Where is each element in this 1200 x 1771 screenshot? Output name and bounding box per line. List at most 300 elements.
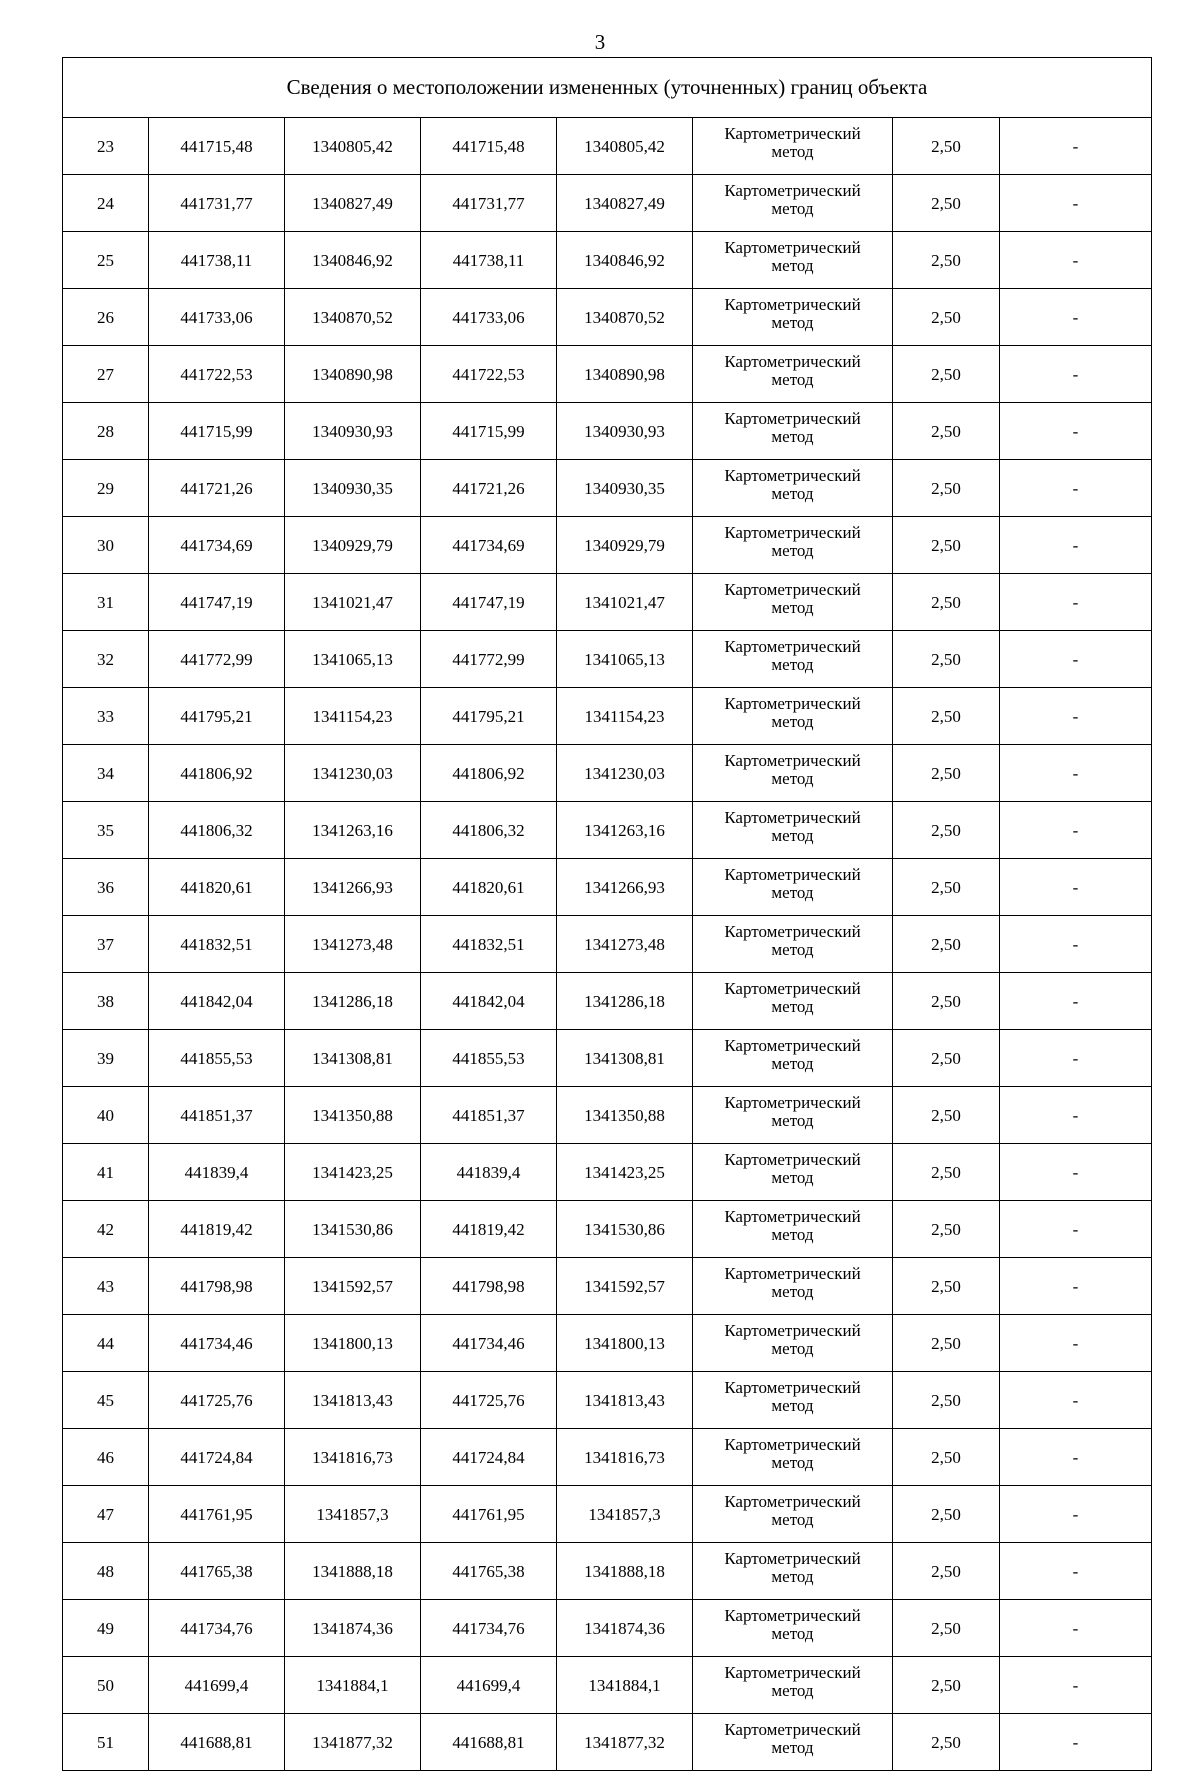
- existing-x-cell: 441725,76: [149, 1372, 285, 1429]
- updated-y-cell: 1341266,93: [557, 859, 693, 916]
- existing-x-cell: 441747,19: [149, 574, 285, 631]
- accuracy-cell: 2,50: [893, 916, 1000, 973]
- method-text-line: метод: [771, 598, 814, 617]
- existing-y-cell: 1340827,49: [285, 175, 421, 232]
- updated-x-cell: 441839,4: [421, 1144, 557, 1201]
- existing-x-cell: 441731,77: [149, 175, 285, 232]
- note-cell: -: [1000, 916, 1152, 973]
- updated-x-cell: 441722,53: [421, 346, 557, 403]
- note-cell: -: [1000, 1429, 1152, 1486]
- existing-y-cell: 1341816,73: [285, 1429, 421, 1486]
- method-text-line: метод: [771, 1681, 814, 1700]
- method-cell: [693, 1486, 893, 1543]
- updated-y-cell: 1341308,81: [557, 1030, 693, 1087]
- table-row: [63, 517, 1152, 574]
- table-row: [63, 973, 1152, 1030]
- note-cell: -: [1000, 346, 1152, 403]
- note-cell: -: [1000, 1600, 1152, 1657]
- method-text-line: Картометрический: [724, 580, 861, 599]
- accuracy-cell: 2,50: [893, 745, 1000, 802]
- note-cell: -: [1000, 517, 1152, 574]
- method-text-line: метод: [771, 655, 814, 674]
- existing-y-cell: 1340929,79: [285, 517, 421, 574]
- method-text-line: метод: [771, 1453, 814, 1472]
- note-cell: -: [1000, 802, 1152, 859]
- method-text-line: Картометрический: [724, 1093, 861, 1112]
- table-row: [63, 118, 1152, 175]
- updated-x-cell: 441806,92: [421, 745, 557, 802]
- existing-y-cell: 1340890,98: [285, 346, 421, 403]
- method-text-line: Картометрический: [724, 751, 861, 770]
- method-text-line: метод: [771, 769, 814, 788]
- updated-x-cell: 441721,26: [421, 460, 557, 517]
- method-text-line: Картометрический: [724, 1264, 861, 1283]
- method-text-line: метод: [771, 826, 814, 845]
- method-cell: [693, 916, 893, 973]
- table-title: Сведения о местоположении измененных (уточненных) границ объекта: [63, 58, 1152, 118]
- method-cell: [693, 1258, 893, 1315]
- table-row: [63, 1315, 1152, 1372]
- accuracy-cell: 2,50: [893, 232, 1000, 289]
- updated-y-cell: 1341884,1: [557, 1657, 693, 1714]
- table-row: [63, 631, 1152, 688]
- existing-y-cell: 1341874,36: [285, 1600, 421, 1657]
- table-row: [63, 802, 1152, 859]
- accuracy-cell: 2,50: [893, 1030, 1000, 1087]
- table-row: [63, 1087, 1152, 1144]
- existing-y-cell: 1341857,3: [285, 1486, 421, 1543]
- method-text-line: Картометрический: [724, 523, 861, 542]
- updated-x-cell: 441724,84: [421, 1429, 557, 1486]
- point-number-cell: 27: [63, 346, 149, 403]
- existing-x-cell: 441761,95: [149, 1486, 285, 1543]
- table-row: [63, 1714, 1152, 1771]
- table-row: [63, 1600, 1152, 1657]
- point-number-cell: 47: [63, 1486, 149, 1543]
- existing-y-cell: 1341800,13: [285, 1315, 421, 1372]
- existing-y-cell: 1341065,13: [285, 631, 421, 688]
- table-row: [63, 1543, 1152, 1600]
- method-text-line: метод: [771, 997, 814, 1016]
- existing-x-cell: 441724,84: [149, 1429, 285, 1486]
- existing-x-cell: 441806,92: [149, 745, 285, 802]
- point-number-cell: 50: [63, 1657, 149, 1714]
- method-text-line: Картометрический: [724, 181, 861, 200]
- accuracy-cell: 2,50: [893, 346, 1000, 403]
- method-text-line: Картометрический: [724, 295, 861, 314]
- point-number-cell: 41: [63, 1144, 149, 1201]
- existing-y-cell: 1341263,16: [285, 802, 421, 859]
- method-cell: [693, 688, 893, 745]
- point-number-cell: 51: [63, 1714, 149, 1771]
- method-cell: [693, 1543, 893, 1600]
- existing-x-cell: 441820,61: [149, 859, 285, 916]
- note-cell: -: [1000, 289, 1152, 346]
- method-text-line: метод: [771, 1339, 814, 1358]
- existing-x-cell: 441765,38: [149, 1543, 285, 1600]
- updated-x-cell: 441699,4: [421, 1657, 557, 1714]
- point-number-cell: 25: [63, 232, 149, 289]
- table-title-row: [63, 58, 1152, 118]
- updated-x-cell: 441747,19: [421, 574, 557, 631]
- method-text-line: метод: [771, 883, 814, 902]
- method-text-line: метод: [771, 484, 814, 503]
- existing-y-cell: 1340870,52: [285, 289, 421, 346]
- accuracy-cell: 2,50: [893, 802, 1000, 859]
- method-cell: [693, 1429, 893, 1486]
- table-row: [63, 859, 1152, 916]
- method-text-line: Картометрический: [724, 1435, 861, 1454]
- table-row: [63, 1372, 1152, 1429]
- method-text-line: метод: [771, 256, 814, 275]
- point-number-cell: 33: [63, 688, 149, 745]
- note-cell: -: [1000, 745, 1152, 802]
- method-text-line: Картометрический: [724, 1606, 861, 1625]
- updated-x-cell: 441820,61: [421, 859, 557, 916]
- accuracy-cell: 2,50: [893, 118, 1000, 175]
- method-cell: [693, 346, 893, 403]
- updated-y-cell: 1340930,35: [557, 460, 693, 517]
- method-cell: [693, 1030, 893, 1087]
- updated-x-cell: 441725,76: [421, 1372, 557, 1429]
- method-cell: [693, 802, 893, 859]
- point-number-cell: 31: [63, 574, 149, 631]
- table-row: [63, 175, 1152, 232]
- method-text-line: метод: [771, 1738, 814, 1757]
- method-text-line: метод: [771, 1567, 814, 1586]
- updated-y-cell: 1341154,23: [557, 688, 693, 745]
- existing-x-cell: 441734,46: [149, 1315, 285, 1372]
- existing-x-cell: 441772,99: [149, 631, 285, 688]
- note-cell: -: [1000, 859, 1152, 916]
- method-text-line: Картометрический: [724, 409, 861, 428]
- point-number-cell: 43: [63, 1258, 149, 1315]
- boundary-coordinates-table: [62, 57, 1152, 1771]
- point-number-cell: 44: [63, 1315, 149, 1372]
- updated-x-cell: 441734,76: [421, 1600, 557, 1657]
- updated-y-cell: 1340827,49: [557, 175, 693, 232]
- note-cell: -: [1000, 1315, 1152, 1372]
- table-row: [63, 1657, 1152, 1714]
- method-cell: [693, 1144, 893, 1201]
- method-cell: [693, 517, 893, 574]
- updated-x-cell: 441738,11: [421, 232, 557, 289]
- method-cell: [693, 631, 893, 688]
- note-cell: -: [1000, 403, 1152, 460]
- accuracy-cell: 2,50: [893, 517, 1000, 574]
- method-cell: [693, 289, 893, 346]
- updated-y-cell: 1341286,18: [557, 973, 693, 1030]
- method-text-line: Картометрический: [724, 1549, 861, 1568]
- existing-x-cell: 441715,48: [149, 118, 285, 175]
- method-cell: [693, 232, 893, 289]
- updated-x-cell: 441765,38: [421, 1543, 557, 1600]
- existing-x-cell: 441738,11: [149, 232, 285, 289]
- updated-x-cell: 441715,99: [421, 403, 557, 460]
- accuracy-cell: 2,50: [893, 460, 1000, 517]
- accuracy-cell: 2,50: [893, 574, 1000, 631]
- updated-x-cell: 441832,51: [421, 916, 557, 973]
- method-cell: [693, 1600, 893, 1657]
- table-row: [63, 232, 1152, 289]
- method-text-line: Картометрический: [724, 352, 861, 371]
- table-row: [63, 688, 1152, 745]
- note-cell: -: [1000, 1201, 1152, 1258]
- accuracy-cell: 2,50: [893, 1486, 1000, 1543]
- existing-y-cell: 1340805,42: [285, 118, 421, 175]
- note-cell: -: [1000, 1030, 1152, 1087]
- table-row: [63, 1030, 1152, 1087]
- point-number-cell: 35: [63, 802, 149, 859]
- table-row: [63, 1486, 1152, 1543]
- note-cell: -: [1000, 232, 1152, 289]
- existing-y-cell: 1341286,18: [285, 973, 421, 1030]
- note-cell: -: [1000, 1486, 1152, 1543]
- updated-x-cell: 441734,69: [421, 517, 557, 574]
- method-text-line: Картометрический: [724, 865, 861, 884]
- existing-y-cell: 1341273,48: [285, 916, 421, 973]
- point-number-cell: 32: [63, 631, 149, 688]
- existing-x-cell: 441832,51: [149, 916, 285, 973]
- accuracy-cell: 2,50: [893, 973, 1000, 1030]
- existing-x-cell: 441721,26: [149, 460, 285, 517]
- method-text-line: метод: [771, 1624, 814, 1643]
- point-number-cell: 42: [63, 1201, 149, 1258]
- point-number-cell: 38: [63, 973, 149, 1030]
- updated-x-cell: 441772,99: [421, 631, 557, 688]
- note-cell: -: [1000, 688, 1152, 745]
- method-text-line: Картометрический: [724, 637, 861, 656]
- method-cell: [693, 859, 893, 916]
- updated-y-cell: 1340930,93: [557, 403, 693, 460]
- method-cell: [693, 973, 893, 1030]
- table-row: [63, 916, 1152, 973]
- point-number-cell: 36: [63, 859, 149, 916]
- table-row: [63, 745, 1152, 802]
- existing-x-cell: 441733,06: [149, 289, 285, 346]
- updated-x-cell: 441731,77: [421, 175, 557, 232]
- updated-y-cell: 1340870,52: [557, 289, 693, 346]
- accuracy-cell: 2,50: [893, 631, 1000, 688]
- accuracy-cell: 2,50: [893, 1258, 1000, 1315]
- updated-y-cell: 1341800,13: [557, 1315, 693, 1372]
- updated-x-cell: 441798,98: [421, 1258, 557, 1315]
- updated-y-cell: 1341350,88: [557, 1087, 693, 1144]
- existing-x-cell: 441819,42: [149, 1201, 285, 1258]
- accuracy-cell: 2,50: [893, 1429, 1000, 1486]
- existing-y-cell: 1340930,35: [285, 460, 421, 517]
- existing-y-cell: 1341813,43: [285, 1372, 421, 1429]
- note-cell: -: [1000, 1372, 1152, 1429]
- point-number-cell: 45: [63, 1372, 149, 1429]
- updated-x-cell: 441855,53: [421, 1030, 557, 1087]
- existing-x-cell: 441734,69: [149, 517, 285, 574]
- updated-x-cell: 441795,21: [421, 688, 557, 745]
- method-cell: [693, 1087, 893, 1144]
- method-text-line: Картометрический: [724, 1036, 861, 1055]
- method-text-line: Картометрический: [724, 1720, 861, 1739]
- updated-x-cell: 441819,42: [421, 1201, 557, 1258]
- method-text-line: метод: [771, 1510, 814, 1529]
- existing-y-cell: 1341021,47: [285, 574, 421, 631]
- updated-y-cell: 1340929,79: [557, 517, 693, 574]
- note-cell: -: [1000, 1657, 1152, 1714]
- note-cell: -: [1000, 460, 1152, 517]
- existing-y-cell: 1341530,86: [285, 1201, 421, 1258]
- existing-x-cell: 441688,81: [149, 1714, 285, 1771]
- note-cell: -: [1000, 1087, 1152, 1144]
- accuracy-cell: 2,50: [893, 1201, 1000, 1258]
- existing-y-cell: 1341592,57: [285, 1258, 421, 1315]
- method-text-line: метод: [771, 313, 814, 332]
- note-cell: -: [1000, 1714, 1152, 1771]
- updated-y-cell: 1341874,36: [557, 1600, 693, 1657]
- updated-y-cell: 1341813,43: [557, 1372, 693, 1429]
- method-text-line: Картометрический: [724, 466, 861, 485]
- existing-y-cell: 1341350,88: [285, 1087, 421, 1144]
- point-number-cell: 29: [63, 460, 149, 517]
- accuracy-cell: 2,50: [893, 859, 1000, 916]
- accuracy-cell: 2,50: [893, 1087, 1000, 1144]
- updated-x-cell: 441806,32: [421, 802, 557, 859]
- method-text-line: Картометрический: [724, 1663, 861, 1682]
- existing-y-cell: 1341423,25: [285, 1144, 421, 1201]
- point-number-cell: 49: [63, 1600, 149, 1657]
- point-number-cell: 26: [63, 289, 149, 346]
- accuracy-cell: 2,50: [893, 1372, 1000, 1429]
- existing-x-cell: 441795,21: [149, 688, 285, 745]
- method-text-line: метод: [771, 370, 814, 389]
- existing-x-cell: 441715,99: [149, 403, 285, 460]
- existing-x-cell: 441839,4: [149, 1144, 285, 1201]
- method-cell: [693, 1714, 893, 1771]
- table-row: [63, 1144, 1152, 1201]
- existing-y-cell: 1340930,93: [285, 403, 421, 460]
- method-text-line: метод: [771, 940, 814, 959]
- accuracy-cell: 2,50: [893, 175, 1000, 232]
- table-row: [63, 289, 1152, 346]
- updated-y-cell: 1341592,57: [557, 1258, 693, 1315]
- existing-x-cell: 441734,76: [149, 1600, 285, 1657]
- point-number-cell: 48: [63, 1543, 149, 1600]
- updated-y-cell: 1341230,03: [557, 745, 693, 802]
- existing-y-cell: 1341230,03: [285, 745, 421, 802]
- updated-y-cell: 1340846,92: [557, 232, 693, 289]
- updated-x-cell: 441688,81: [421, 1714, 557, 1771]
- updated-x-cell: 441761,95: [421, 1486, 557, 1543]
- updated-x-cell: 441851,37: [421, 1087, 557, 1144]
- method-text-line: метод: [771, 199, 814, 218]
- page-number: 3: [594, 30, 606, 54]
- table-row: [63, 574, 1152, 631]
- method-text-line: Картометрический: [724, 922, 861, 941]
- table-row: [63, 1258, 1152, 1315]
- method-cell: [693, 1201, 893, 1258]
- accuracy-cell: 2,50: [893, 1315, 1000, 1372]
- note-cell: -: [1000, 631, 1152, 688]
- method-text-line: метод: [771, 1225, 814, 1244]
- accuracy-cell: 2,50: [893, 1657, 1000, 1714]
- existing-y-cell: 1341266,93: [285, 859, 421, 916]
- updated-y-cell: 1341021,47: [557, 574, 693, 631]
- updated-y-cell: 1341273,48: [557, 916, 693, 973]
- existing-x-cell: 441798,98: [149, 1258, 285, 1315]
- existing-x-cell: 441699,4: [149, 1657, 285, 1714]
- method-text-line: Картометрический: [724, 979, 861, 998]
- method-cell: [693, 1315, 893, 1372]
- accuracy-cell: 2,50: [893, 403, 1000, 460]
- method-text-line: метод: [771, 142, 814, 161]
- method-text-line: Картометрический: [724, 1321, 861, 1340]
- updated-x-cell: 441733,06: [421, 289, 557, 346]
- method-text-line: Картометрический: [724, 1207, 861, 1226]
- accuracy-cell: 2,50: [893, 1600, 1000, 1657]
- table-row: [63, 1429, 1152, 1486]
- accuracy-cell: 2,50: [893, 1144, 1000, 1201]
- existing-x-cell: 441855,53: [149, 1030, 285, 1087]
- method-text-line: метод: [771, 712, 814, 731]
- method-cell: [693, 460, 893, 517]
- method-cell: [693, 118, 893, 175]
- updated-y-cell: 1341423,25: [557, 1144, 693, 1201]
- method-text-line: Картометрический: [724, 1378, 861, 1397]
- method-text-line: метод: [771, 427, 814, 446]
- method-cell: [693, 1657, 893, 1714]
- method-cell: [693, 745, 893, 802]
- note-cell: -: [1000, 175, 1152, 232]
- point-number-cell: 40: [63, 1087, 149, 1144]
- method-text-line: метод: [771, 1282, 814, 1301]
- accuracy-cell: 2,50: [893, 1543, 1000, 1600]
- updated-y-cell: 1341065,13: [557, 631, 693, 688]
- method-text-line: Картометрический: [724, 694, 861, 713]
- updated-x-cell: 441734,46: [421, 1315, 557, 1372]
- existing-x-cell: 441806,32: [149, 802, 285, 859]
- accuracy-cell: 2,50: [893, 688, 1000, 745]
- updated-y-cell: 1340805,42: [557, 118, 693, 175]
- updated-x-cell: 441715,48: [421, 118, 557, 175]
- point-number-cell: 34: [63, 745, 149, 802]
- existing-y-cell: 1341308,81: [285, 1030, 421, 1087]
- existing-x-cell: 441842,04: [149, 973, 285, 1030]
- table-row: [63, 1201, 1152, 1258]
- accuracy-cell: 2,50: [893, 289, 1000, 346]
- existing-x-cell: 441722,53: [149, 346, 285, 403]
- method-cell: [693, 1372, 893, 1429]
- method-text-line: метод: [771, 1054, 814, 1073]
- updated-y-cell: 1341857,3: [557, 1486, 693, 1543]
- existing-y-cell: 1341154,23: [285, 688, 421, 745]
- method-cell: [693, 175, 893, 232]
- note-cell: -: [1000, 1258, 1152, 1315]
- point-number-cell: 24: [63, 175, 149, 232]
- method-text-line: Картометрический: [724, 124, 861, 143]
- method-text-line: метод: [771, 1111, 814, 1130]
- point-number-cell: 39: [63, 1030, 149, 1087]
- accuracy-cell: 2,50: [893, 1714, 1000, 1771]
- method-text-line: Картометрический: [724, 1150, 861, 1169]
- note-cell: -: [1000, 1543, 1152, 1600]
- note-cell: -: [1000, 1144, 1152, 1201]
- updated-y-cell: 1341888,18: [557, 1543, 693, 1600]
- existing-y-cell: 1341884,1: [285, 1657, 421, 1714]
- point-number-cell: 23: [63, 118, 149, 175]
- method-cell: [693, 574, 893, 631]
- note-cell: -: [1000, 118, 1152, 175]
- method-cell: [693, 403, 893, 460]
- point-number-cell: 46: [63, 1429, 149, 1486]
- method-text-line: Картометрический: [724, 1492, 861, 1511]
